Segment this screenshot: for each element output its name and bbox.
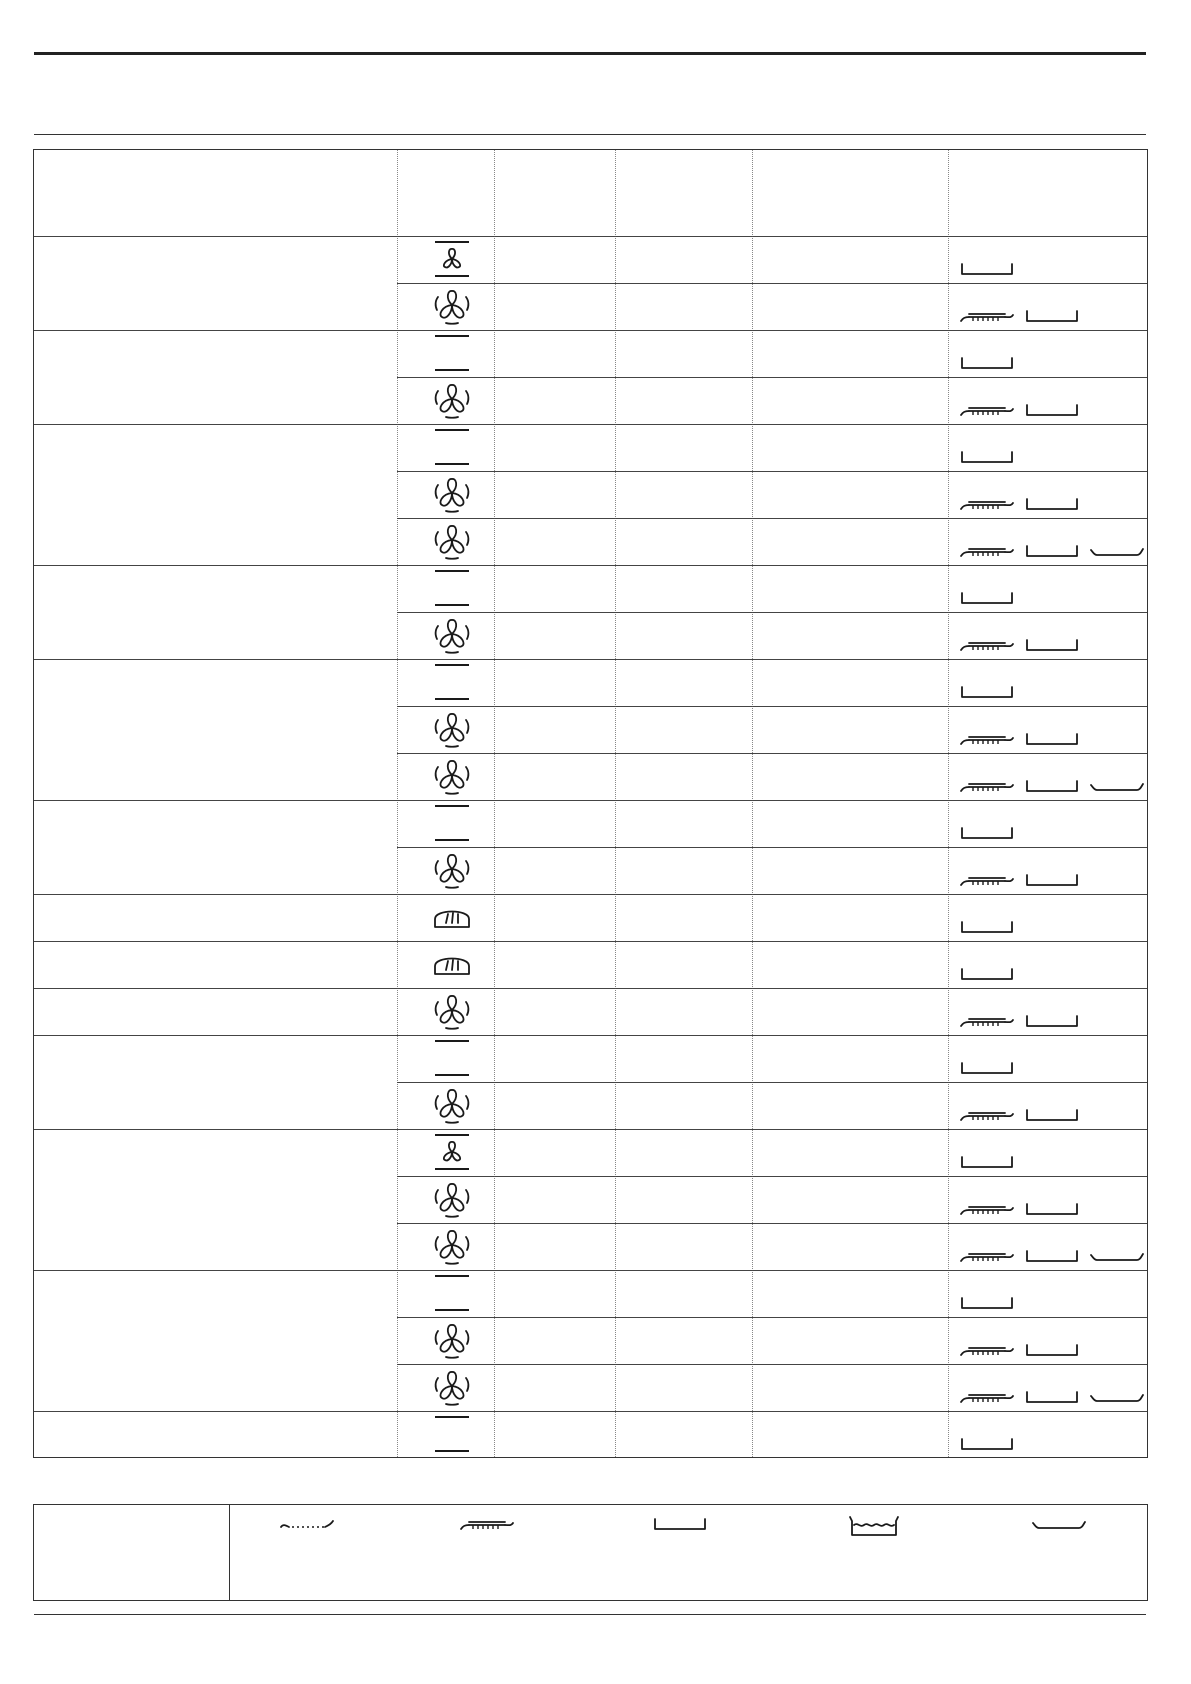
grill-rack-icon: [959, 305, 1015, 325]
flat-tray-icon: [1089, 540, 1145, 560]
row-divider: [397, 847, 1147, 848]
group-divider: [34, 1035, 1147, 1036]
column-divider: [752, 150, 753, 1457]
group-divider: [34, 800, 1147, 801]
grill-rack-icon: [959, 1339, 1015, 1359]
wire-grid-icon: [279, 1513, 335, 1539]
baking-tray-icon: [959, 681, 1015, 701]
baking-tray-icon: [1024, 1010, 1080, 1030]
top-bottom-heat-icon: [429, 333, 475, 373]
baking-tray-icon: [1024, 305, 1080, 325]
fan-ring-icon: [429, 474, 475, 514]
fan-ring-icon: [429, 709, 475, 749]
group-divider: [34, 330, 1147, 331]
group-divider: [34, 565, 1147, 566]
baking-tray-icon: [1024, 634, 1080, 654]
fan-ring-icon: [429, 1085, 475, 1125]
top-bottom-heat-icon: [429, 568, 475, 608]
grill-rack-icon: [959, 634, 1015, 654]
baking-tray-icon: [959, 258, 1015, 278]
top-bottom-heat-icon: [429, 662, 475, 702]
header-rule: [34, 134, 1146, 135]
baking-tray-icon: [959, 1057, 1015, 1077]
row-divider: [397, 1223, 1147, 1224]
grill-rack-icon: [959, 1104, 1015, 1124]
oven-settings-table: [33, 149, 1148, 1458]
fan-ring-icon: [429, 1367, 475, 1407]
baking-tray-icon: [1024, 1104, 1080, 1124]
column-divider: [948, 150, 949, 1457]
column-divider: [397, 150, 398, 1457]
fan-ring-icon: [429, 1320, 475, 1360]
grill-rack-icon: [959, 1386, 1015, 1406]
baking-tray-icon: [959, 1433, 1015, 1453]
bread-icon: [429, 944, 475, 984]
flat-tray-icon: [1031, 1513, 1087, 1539]
group-divider: [34, 1411, 1147, 1412]
group-divider: [34, 1270, 1147, 1271]
baking-tray-icon: [959, 822, 1015, 842]
row-divider: [397, 612, 1147, 613]
legend-divider: [229, 1505, 230, 1600]
baking-tray-icon: [959, 587, 1015, 607]
top-rule: [34, 52, 1146, 55]
group-divider: [34, 659, 1147, 660]
baking-tray-icon: [1024, 399, 1080, 419]
group-divider: [34, 424, 1147, 425]
fan-ring-icon: [429, 380, 475, 420]
baking-tray-icon: [1024, 1198, 1080, 1218]
group-divider: [34, 988, 1147, 989]
row-divider: [397, 471, 1147, 472]
group-divider: [34, 941, 1147, 942]
baking-tray-icon: [959, 916, 1015, 936]
column-divider: [615, 150, 616, 1457]
grill-rack-icon: [959, 728, 1015, 748]
baking-tray-icon: [959, 1292, 1015, 1312]
grill-rack-icon: [459, 1513, 515, 1539]
top-bottom-heat-icon: [429, 1273, 475, 1313]
grill-rack-icon: [959, 540, 1015, 560]
baking-tray-icon: [1024, 1245, 1080, 1265]
top-bottom-heat-icon: [429, 1414, 475, 1454]
grill-rack-icon: [959, 1198, 1015, 1218]
group-divider: [34, 894, 1147, 895]
column-divider: [494, 150, 495, 1457]
baking-tray-icon: [1024, 493, 1080, 513]
baking-tray-icon: [959, 352, 1015, 372]
top-bottom-heat-icon: [429, 1038, 475, 1078]
baking-tray-icon: [1024, 728, 1080, 748]
grill-rack-icon: [959, 775, 1015, 795]
grill-rack-icon: [959, 1010, 1015, 1030]
grill-rack-icon: [959, 493, 1015, 513]
fan-ring-icon: [429, 615, 475, 655]
baking-tray-icon: [1024, 775, 1080, 795]
grill-rack-icon: [959, 1245, 1015, 1265]
flat-tray-icon: [1089, 775, 1145, 795]
fan-ring-icon: [429, 756, 475, 796]
fan-ring-icon: [429, 286, 475, 326]
baking-tray-icon: [959, 1151, 1015, 1171]
fan-ring-icon: [429, 1226, 475, 1266]
row-divider: [397, 706, 1147, 707]
group-divider: [34, 1129, 1147, 1130]
footer-rule: [34, 1614, 1146, 1615]
row-divider: [397, 1364, 1147, 1365]
grill-rack-icon: [959, 869, 1015, 889]
fan-small-icon: [429, 1132, 475, 1172]
fan-ring-icon: [429, 521, 475, 561]
flat-tray-icon: [1089, 1245, 1145, 1265]
baking-tray-icon: [959, 963, 1015, 983]
row-divider: [397, 1082, 1147, 1083]
row-divider: [397, 283, 1147, 284]
bread-icon: [429, 897, 475, 937]
fan-small-icon: [429, 239, 475, 279]
row-divider: [397, 518, 1147, 519]
baking-tray-icon: [1024, 869, 1080, 889]
top-bottom-heat-icon: [429, 803, 475, 843]
fan-ring-icon: [429, 991, 475, 1031]
baking-tray-icon: [1024, 540, 1080, 560]
baking-tray-icon: [652, 1513, 708, 1539]
row-divider: [397, 1176, 1147, 1177]
baking-tray-icon: [959, 446, 1015, 466]
baking-tray-icon: [1024, 1339, 1080, 1359]
baking-tray-icon: [1024, 1386, 1080, 1406]
accessories-legend: [33, 1504, 1148, 1601]
row-divider: [397, 1317, 1147, 1318]
header-divider: [34, 236, 1147, 237]
fan-ring-icon: [429, 1179, 475, 1219]
flat-tray-icon: [1089, 1386, 1145, 1406]
fan-ring-icon: [429, 850, 475, 890]
water-tray-icon: [846, 1513, 902, 1539]
row-divider: [397, 753, 1147, 754]
grill-rack-icon: [959, 399, 1015, 419]
top-bottom-heat-icon: [429, 427, 475, 467]
row-divider: [397, 377, 1147, 378]
